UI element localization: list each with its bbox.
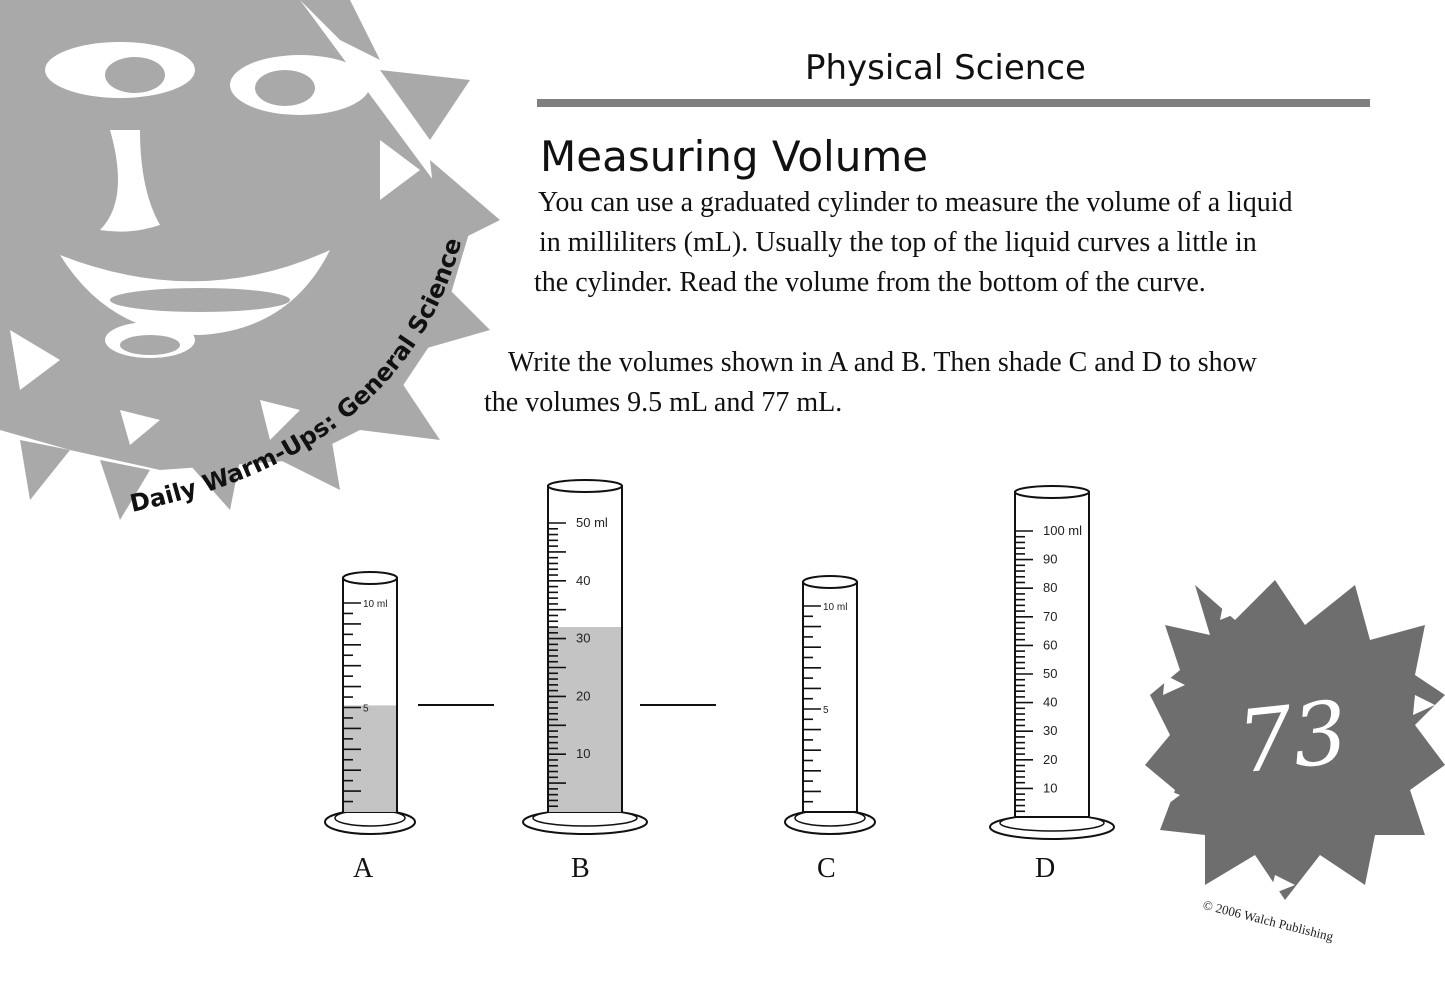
tick-label: 10 ml (823, 602, 848, 613)
tick-label: 60 (1043, 637, 1058, 653)
liquid-fill (549, 627, 621, 812)
cylinder-c[interactable] (785, 576, 875, 834)
tick-label: 20 (576, 688, 591, 704)
cylinder-body (1015, 492, 1089, 817)
lesson-title: Measuring Volume (540, 132, 929, 181)
tick-label: 70 (1043, 608, 1058, 624)
tick-label: 90 (1043, 551, 1058, 567)
tick-label: 10 (1043, 780, 1058, 796)
tick-label: 80 (1043, 580, 1058, 596)
tick-label: 40 (576, 572, 591, 588)
tick-label: 20 (1043, 751, 1058, 767)
cylinder-label-b: B (571, 853, 590, 884)
intro-line: You can use a graduated cylinder to measure the volume of a liquid (538, 187, 1293, 218)
cylinder-b (523, 480, 647, 834)
cylinder-label-a: A (353, 853, 374, 884)
cylinder-label-d: D (1035, 853, 1056, 884)
intro-line: in milliliters (mL). Usually the top of the liquid curves a little in (539, 227, 1257, 258)
tick-label: 30 (1043, 723, 1058, 739)
instruction-line: the volumes 9.5 mL and 77 mL. (484, 387, 843, 418)
tick-label: 50 ml (576, 515, 608, 530)
tick-label: 5 (823, 705, 829, 716)
tick-label: 100 ml (1043, 523, 1083, 538)
tick-label: 50 (1043, 666, 1058, 681)
cylinder-label-c: C (817, 853, 836, 884)
intro-line: the cylinder. Read the volume from the bottom of the curve. (534, 267, 1206, 298)
tick-label: 40 (1043, 694, 1058, 710)
cylinder-a (325, 572, 415, 834)
page-number: 73 (1233, 682, 1353, 794)
copyright: © 2006 Walch Publishing (1201, 897, 1335, 944)
section-title: Physical Science (805, 48, 1086, 88)
instruction-line: Write the volumes shown in A and B. Then shade C and D to show (508, 347, 1257, 378)
liquid-fill (344, 705, 396, 812)
cylinder-rim (1015, 486, 1089, 498)
tick-label: 30 (576, 630, 591, 646)
cylinder-rim (343, 572, 397, 584)
cylinder-d[interactable] (990, 486, 1114, 839)
cylinder-rim (803, 576, 857, 588)
tick-label: 5 (363, 703, 369, 715)
book-title: Daily Warm-Ups: General Science (127, 234, 468, 518)
tick-label: 10 (576, 746, 591, 762)
cylinder-rim (548, 480, 622, 492)
tick-label: 10 ml (363, 599, 388, 610)
